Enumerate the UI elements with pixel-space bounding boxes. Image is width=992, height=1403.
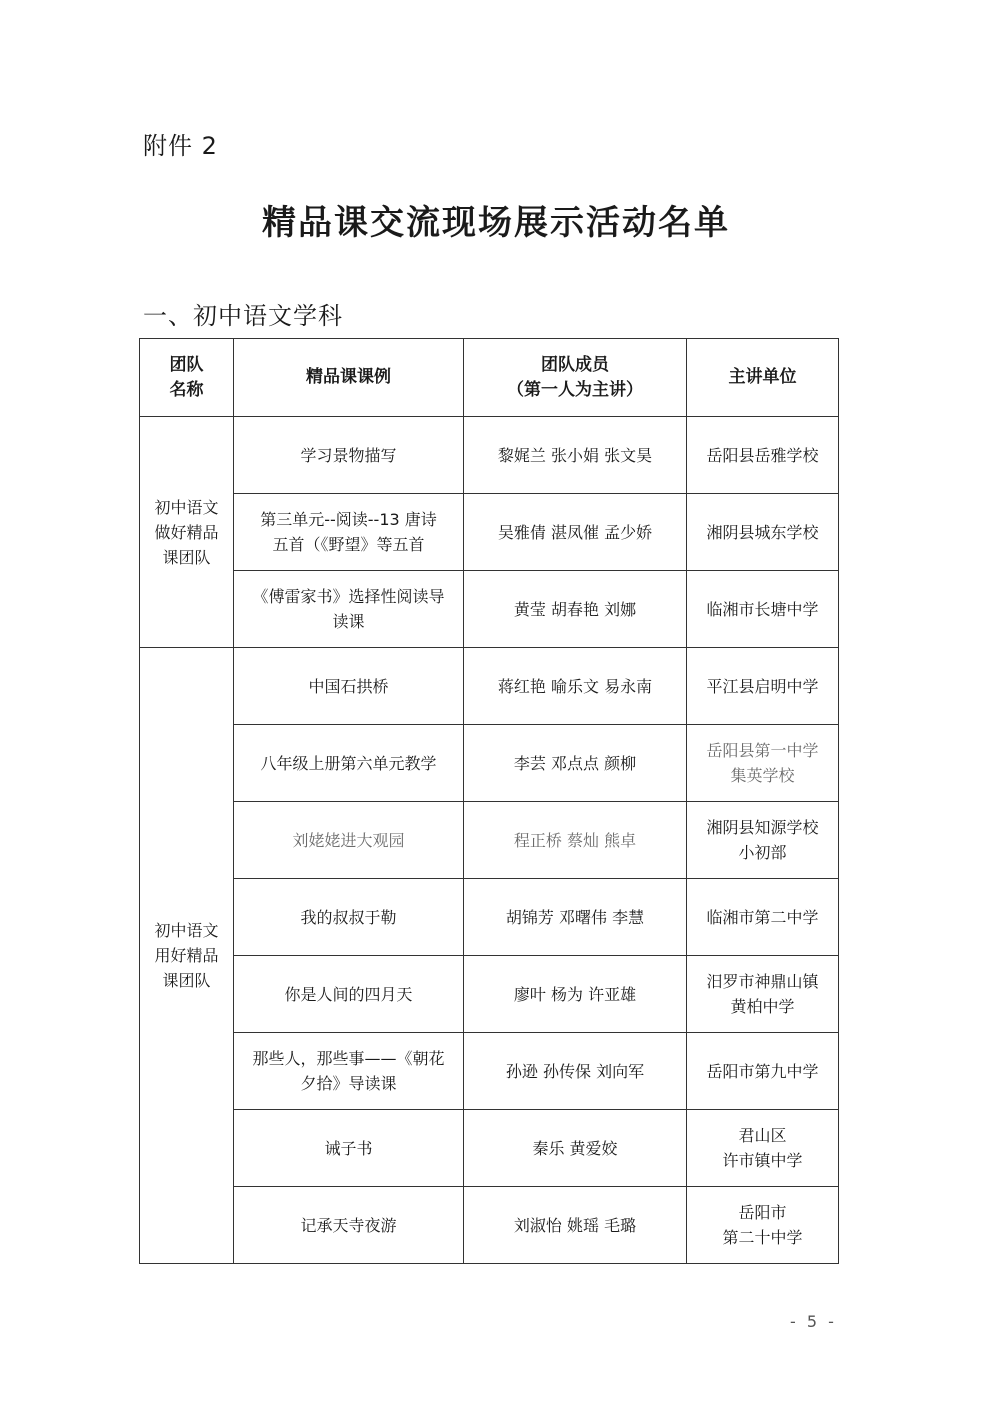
members-cell: 秦乐 黄爱姣 xyxy=(464,1110,687,1187)
lesson-cell: 我的叔叔于勒 xyxy=(234,879,464,956)
members-cell: 黎娓兰 张小娟 张文昊 xyxy=(464,417,687,494)
lesson-cell: 刘姥姥进大观园 xyxy=(234,802,464,879)
page-title: 精品课交流现场展示活动名单 xyxy=(262,203,730,243)
members-cell: 蒋红艳 喻乐文 易永南 xyxy=(464,648,687,725)
lesson-cell: 你是人间的四月天 xyxy=(234,956,464,1033)
unit-cell: 临湘市第二中学 xyxy=(687,879,839,956)
unit-cell: 汨罗市神鼎山镇 黄柏中学 xyxy=(687,956,839,1033)
table-row xyxy=(140,802,839,879)
lesson-cell: 《傅雷家书》选择性阅读导 读课 xyxy=(234,571,464,648)
unit-cell: 岳阳县第一中学 集英学校 xyxy=(687,725,839,802)
members-cell: 孙逊 孙传保 刘向军 xyxy=(464,1033,687,1110)
lesson-cell: 诫子书 xyxy=(234,1110,464,1187)
members-cell: 李芸 邓点点 颜柳 xyxy=(464,725,687,802)
table-row xyxy=(140,1187,839,1264)
members-cell: 吴雅倩 湛凤催 孟少娇 xyxy=(464,494,687,571)
team-name-cell: 初中语文 做好精品 课团队 xyxy=(140,417,234,648)
header-members: 团队成员 （第一人为主讲） xyxy=(464,339,687,417)
unit-cell: 岳阳市 第二十中学 xyxy=(687,1187,839,1264)
table-row xyxy=(140,956,839,1033)
unit-cell: 岳阳县岳雅学校 xyxy=(687,417,839,494)
lesson-cell: 记承天寺夜游 xyxy=(234,1187,464,1264)
unit-cell: 湘阴县知源学校 小初部 xyxy=(687,802,839,879)
unit-cell: 君山区 许市镇中学 xyxy=(687,1110,839,1187)
lesson-cell: 第三单元--阅读--13 唐诗 五首（《野望》等五首 xyxy=(234,494,464,571)
table-row xyxy=(140,417,839,494)
table-row xyxy=(140,571,839,648)
section-heading: 一、初中语文学科 xyxy=(143,302,343,330)
table-row xyxy=(140,494,839,571)
unit-cell: 临湘市长塘中学 xyxy=(687,571,839,648)
members-cell: 黄莹 胡春艳 刘娜 xyxy=(464,571,687,648)
members-cell: 刘淑怡 姚瑶 毛璐 xyxy=(464,1187,687,1264)
lesson-cell: 学习景物描写 xyxy=(234,417,464,494)
table-row xyxy=(140,725,839,802)
unit-cell: 湘阴县城东学校 xyxy=(687,494,839,571)
roster-table xyxy=(139,338,839,1264)
page-number: - 5 - xyxy=(790,1312,837,1331)
members-cell: 廖叶 杨为 许亚雄 xyxy=(464,956,687,1033)
header-lesson: 精品课课例 xyxy=(234,339,464,417)
table-row xyxy=(140,648,839,725)
unit-cell: 岳阳市第九中学 xyxy=(687,1033,839,1110)
lesson-cell: 八年级上册第六单元教学 xyxy=(234,725,464,802)
members-cell: 胡锦芳 邓曙伟 李慧 xyxy=(464,879,687,956)
header-unit: 主讲单位 xyxy=(687,339,839,417)
table-row xyxy=(140,879,839,956)
attachment-label: 附件 2 xyxy=(143,132,218,160)
table-header-row xyxy=(140,339,839,417)
header-team-name: 团队 名称 xyxy=(140,339,234,417)
members-cell: 程正桥 蔡灿 熊卓 xyxy=(464,802,687,879)
lesson-cell: 那些人，那些事——《朝花 夕拾》导读课 xyxy=(234,1033,464,1110)
team-name-cell: 初中语文 用好精品 课团队 xyxy=(140,648,234,1264)
table-row xyxy=(140,1110,839,1187)
table-row xyxy=(140,1033,839,1110)
lesson-cell: 中国石拱桥 xyxy=(234,648,464,725)
unit-cell: 平江县启明中学 xyxy=(687,648,839,725)
